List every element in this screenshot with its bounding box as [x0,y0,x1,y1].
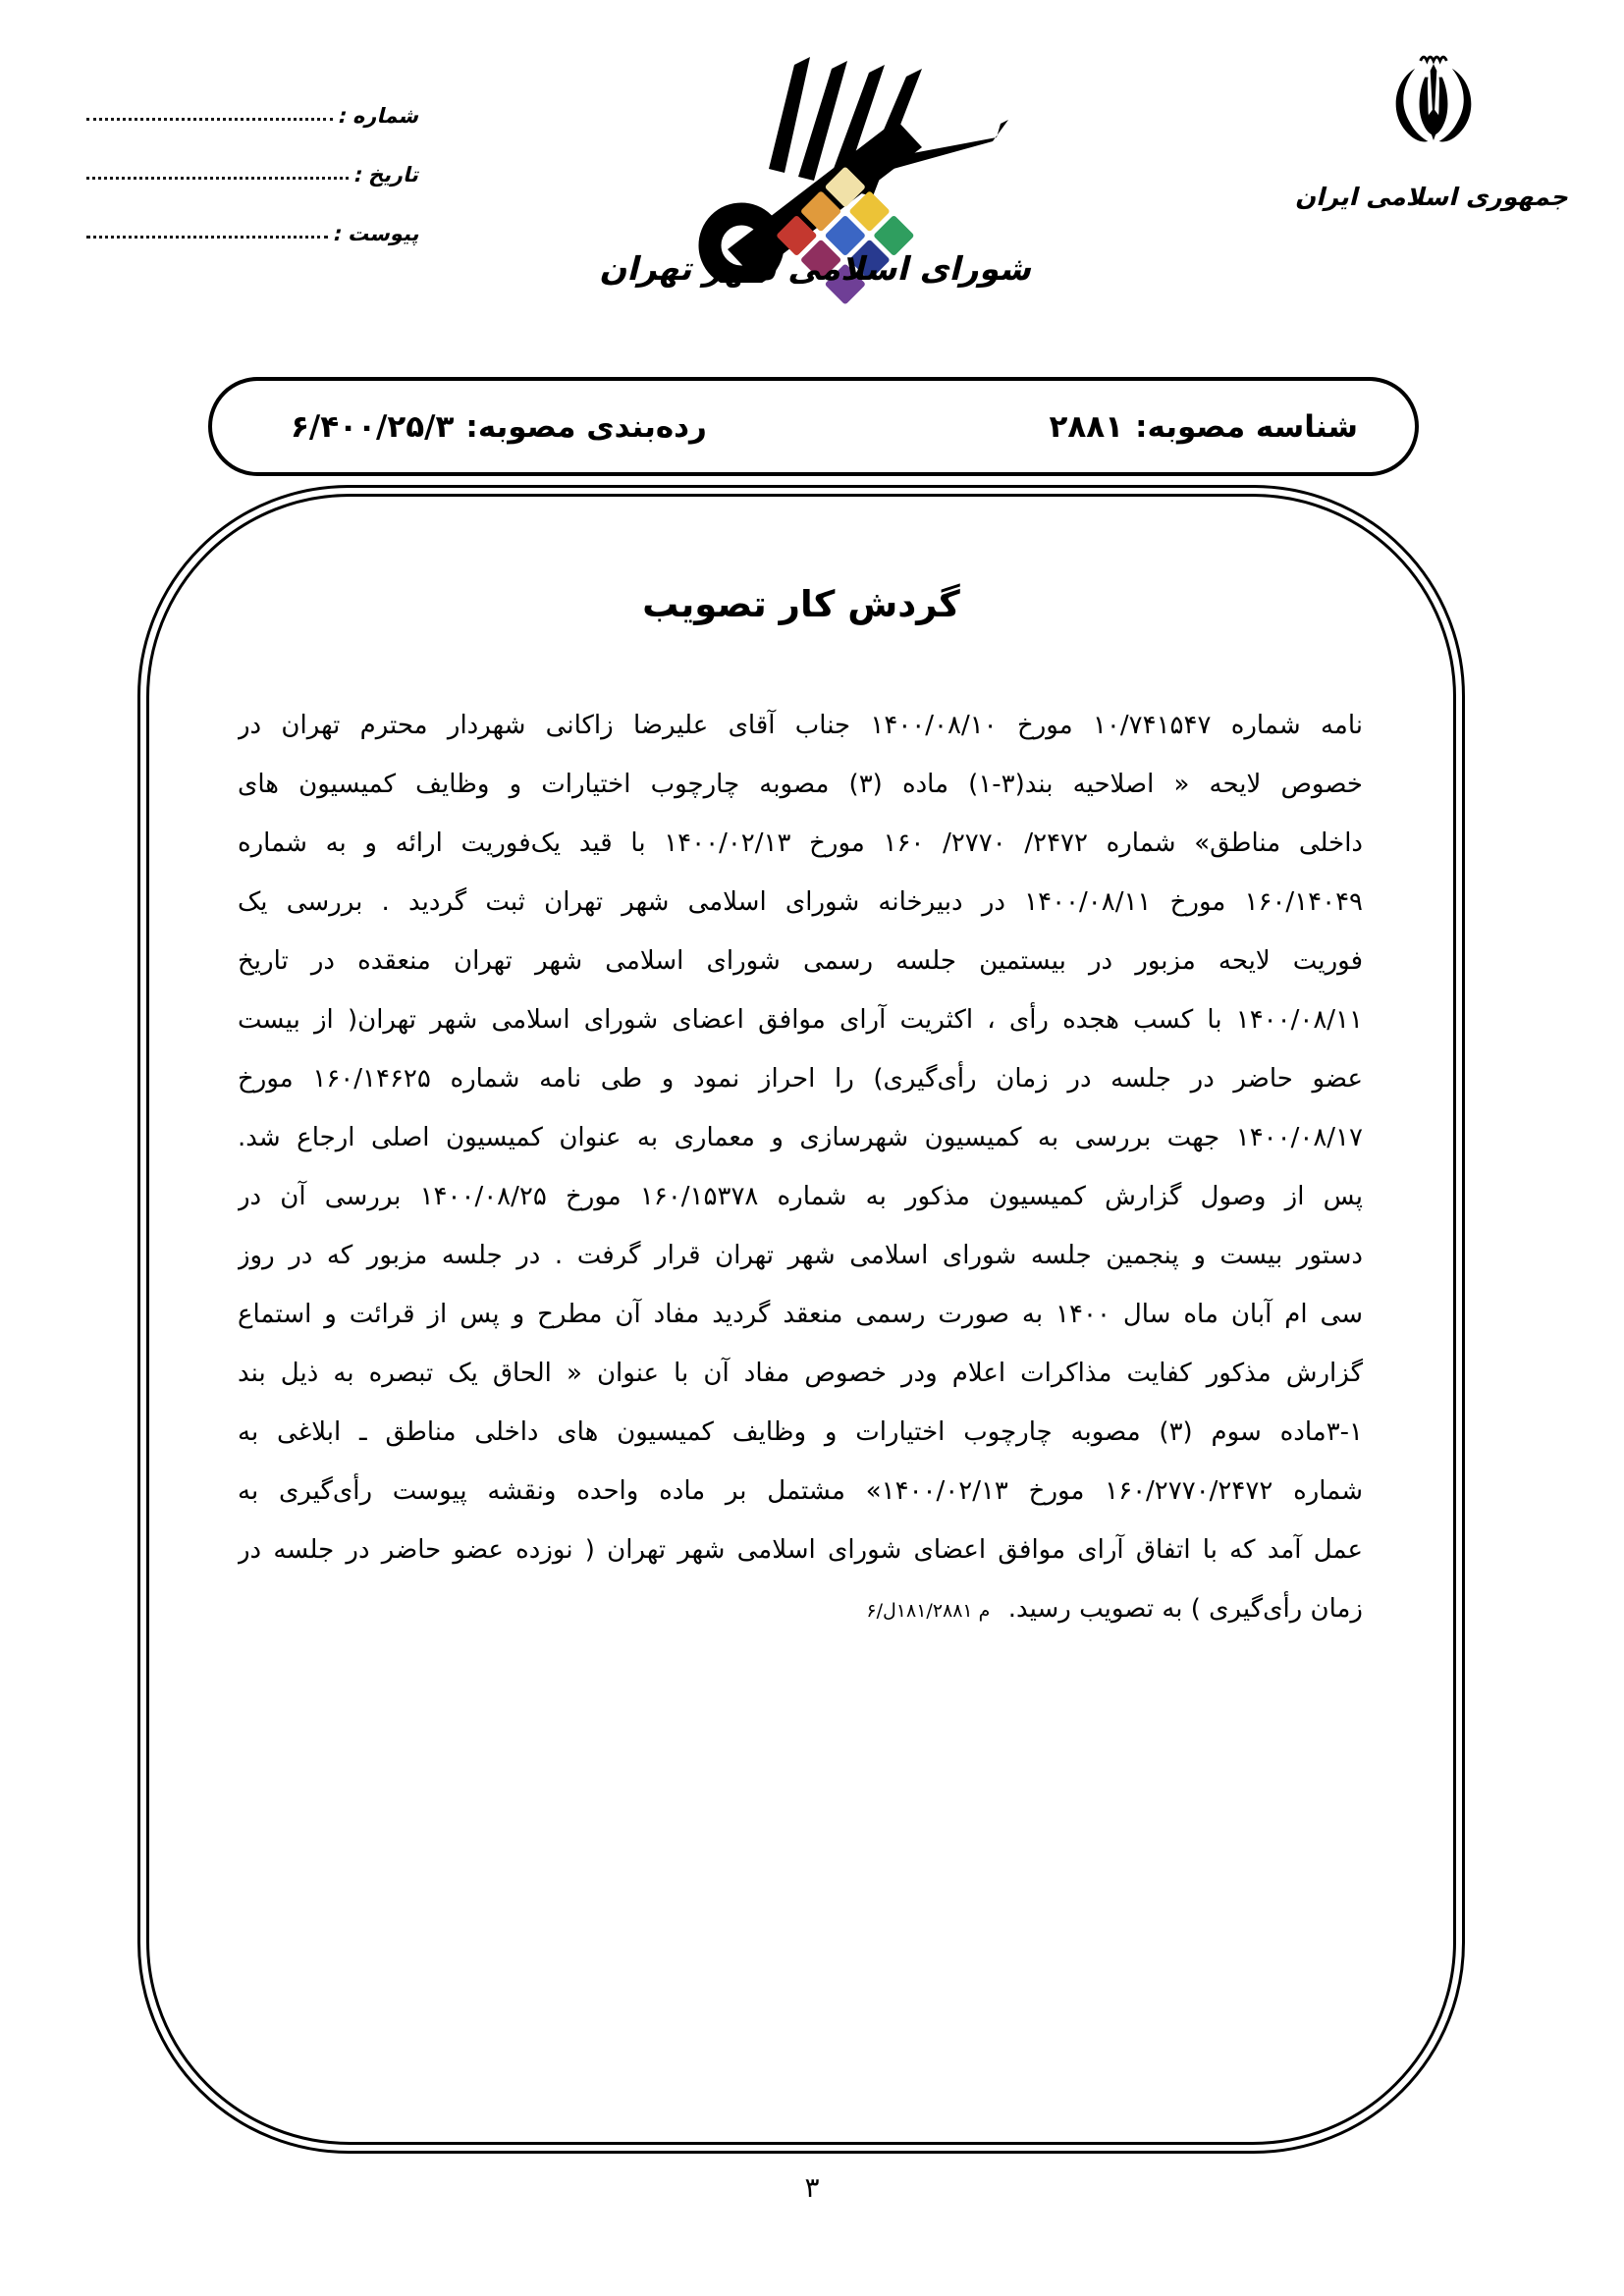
field-row-date [86,153,423,187]
body-line: ۱۶۰/۱۴۰۴۹ مورخ ۱۴۰۰/۰۸/۱۱ در دبیرخانه شورای اسلامی شهر تهران ثبت گردید . بررسی یک [238,887,1363,917]
field-row-number [86,94,423,128]
date-dotted-line [86,176,349,180]
body-line: فوریت لایحه مزبور در بیستمین جلسه رسمی شورای اسلامی شهر تهران منعقده در تاریخ [238,946,1363,976]
body-line: عمل آمد که با اتفاق آرای موافق اعضای شورای اسلامی شهر تهران ( نوزده عضو حاضر در جلسه در [238,1535,1363,1565]
body-line: عضو حاضر در جلسه در زمان رأی‌گیری) را احراز نمود و طی نامه شماره ۱۶۰/۱۴۶۲۵ مورخ [238,1064,1363,1094]
page-number: ۳ [804,2171,820,2204]
number-field-label: شماره : [336,104,423,128]
body-line: شماره ۱۶۰/۲۷۷۰/۲۴۷۲ مورخ ۱۴۰۰/۰۲/۱۳» مشتمل بر ماده واحده ونقشه پیوست رأی‌گیری به [238,1476,1363,1506]
closing-text: زمان رأی‌گیری ) به تصویب رسید. [1007,1594,1363,1624]
content-box-inner-border [146,494,1456,2145]
body-line: گزارش مذکور کفایت مذاکرات اعلام ودر خصوص مفاد آن با عنوان « الحاق یک تبصره به ذیل بند [238,1359,1363,1388]
resolution-classification [291,409,707,445]
resolution-id-value: ۲۸۸۱ [1049,408,1124,445]
document-title: گردش کار تصویب [642,583,960,625]
body-line: خصوص لایحه « اصلاحیه بند(۳-۱) ماده (۳) مصوبه چارچوب اختیارات و وظایف کمیسیون های [238,770,1363,799]
body-line: پس از وصول گزارش کمیسیون مذکور به شماره ۱۶۰/۱۵۳۷۸ مورخ ۱۴۰۰/۰۸/۲۵ بررسی آن در [238,1182,1363,1211]
body-line: ۱۴۰۰/۰۸/۱۷ جهت بررسی به کمیسیون شهرسازی و معماری به عنوان کمیسیون اصلی ارجاع شد. [238,1123,1363,1152]
body-line: نامه شماره ۱۰/۷۴۱۵۴۷ مورخ ۱۴۰۰/۰۸/۱۰ جناب آقای علیرضا زاکانی شهردار محترم تهران در [238,711,1363,740]
emblem-caption: جمهوری اسلامی ایران [1293,183,1574,211]
number-dotted-line [86,117,333,121]
letterhead-fields [86,94,423,271]
resolution-classification-label: رده‌بندی مصوبه: [465,408,707,445]
iran-emblem-icon [1379,51,1489,171]
document-body [238,696,1363,1638]
resolution-id [1049,409,1358,445]
attachment-dotted-line [86,235,328,239]
reference-code: م ۱۸۱/۲۸۸۱ل/۶ [866,1600,991,1622]
national-emblem [1293,51,1574,211]
council-logo [597,37,1039,288]
date-field-label: تاریخ : [352,163,423,187]
resolution-classification-value: ۶/۴۰۰/۲۵/۳ [291,408,455,445]
content-box [137,485,1465,2154]
body-line: دستور بیست و پنجمین جلسه شورای اسلامی شهر تهران قرار گرفت . در جلسه مزبور که در روز [238,1241,1363,1270]
body-line: ۱۴۰۰/۰۸/۱۱ با کسب هجده رأی ، اکثریت آرای موافق اعضای شورای اسلامی شهر تهران( از بیست [238,1005,1363,1035]
council-logo-caption: شورای اسلامی شهر تهران [597,249,1039,288]
attachment-field-label: پیوست : [330,222,423,245]
field-row-attachment [86,212,423,245]
resolution-id-label: شناسه مصوبه: [1135,408,1358,445]
closing-line [238,1579,1363,1638]
body-line: ۳-۱ماده سوم (۳) مصوبه چارچوب اختیارات و وظایف کمیسیون های داخلی مناطق ـ ابلاغی به [238,1417,1363,1447]
body-line: سی ام آبان ماه سال ۱۴۰۰ به صورت رسمی منعقد گردید مفاد آن مطرح و پس از قرائت و استماع [238,1300,1363,1329]
resolution-id-bar [208,377,1419,476]
body-line: داخلی مناطق» شماره ۲۴۷۲/ ۲۷۷۰/ ۱۶۰ مورخ ۱۴۰۰/۰۲/۱۳ با قید یک‌فوریت ارائه و به شماره [238,828,1363,858]
